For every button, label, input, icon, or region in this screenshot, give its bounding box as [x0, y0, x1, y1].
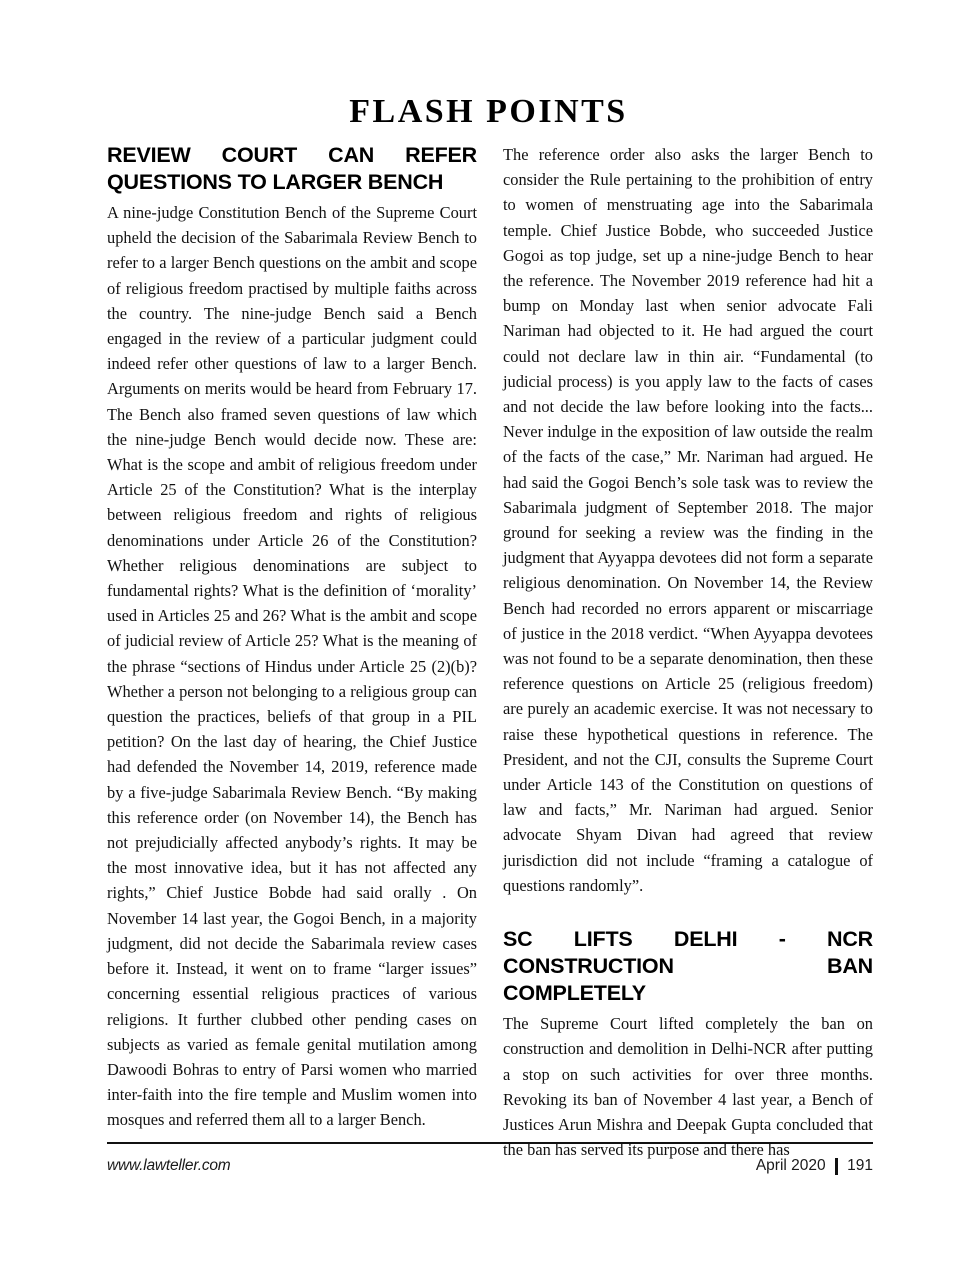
article-paragraph: The reference order also asks the larger Bench to consider the Rule pertaining to the prohibition of entry to women of menstruating age into the Sabarimala temple. Chief Justice Bobde, who succeeded Justice Gogoi as top judge, set up a nine-judge Bench to hear the reference. The November 2019 reference had hit a bump on Monday last when senior advocate Fali Nariman had objected to it. He had argued the court could not declare law in thin air. “Fundamental (to judicial process) is you apply law to the facts of cases and not decide the law before looking into the facts... Never indulge in the exposition of law outside the realm of the facts of the case,” Mr. Nariman had argued. He had said the Gogoi Bench’s sole task was to review the Sabarimala judgment of September 2018. The major ground for seeking a review was the finding in the judgment that Ayyappa devotees did not form a separate religious denomination. On November 14, the Review Bench had recorded no errors apparent or miscarriage of justice in the 2018 verdict. “When Ayyappa devotees was not found to be a separate denomination, then these reference questions on Article 25 (religious freedom) are purely an academic exercise. It was not necessary to raise these hypothetical questions in reference. The President, and not the CJI, consults the Supreme Court under Article 143 of the Constitution on questions of law and facts,” Mr. Nariman had argued. Senior advocate Shyam Divan had agreed that review jurisdiction did not include “framing a catalogue of questions randomly”.: [503, 145, 873, 895]
article-heading-line-1: SC LIFTS DELHI - NCR: [503, 927, 873, 952]
article-heading-sc-lifts-ban: [503, 926, 873, 1007]
article-heading-review-court: [107, 142, 477, 196]
article-heading-line-2: QUESTIONS TO LARGER BENCH: [107, 170, 444, 194]
page-footer: [107, 1153, 873, 1179]
footer-website[interactable]: www.lawteller.com: [107, 1157, 231, 1174]
footer-issue-date: April 2020: [755, 1157, 826, 1174]
article-heading-line-2: CONSTRUCTION BAN COMPLETELY: [503, 954, 873, 1006]
footer-separator-bar: [835, 1158, 839, 1175]
footer-meta: [756, 1157, 873, 1175]
page-title: FLASH POINTS: [349, 93, 628, 130]
column-left: [107, 142, 477, 1132]
article-paragraph: The Supreme Court lifted completely the ban on construction and demolition in Delhi-NCR after putting a stop on such activities for over three months. Revoking its ban of November 4 last year, a Bench of Justices Arun Mishra and Deepak Gupta concluded that the ban has served its purpose and there has: [503, 1014, 873, 1160]
article-columns: [107, 142, 873, 1160]
footer-page-number: 191: [847, 1157, 873, 1174]
footer-divider: [107, 1142, 873, 1144]
article-paragraph: A nine-judge Constitution Bench of the Supreme Court upheld the decision of the Sabarimala Review Bench to refer to a larger Bench questions on the ambit and scope of religious freedom practised by multiple faiths across the country. The nine-judge Bench said a Bench engaged in the review of a particular judgment could indeed refer other questions of law to a larger Bench. Arguments on merits would be heard from February 17. The Bench also framed seven questions of law which the nine-judge Bench would decide now. These are: What is the scope and ambit of religious freedom under Article 25 of the Constitution? What is the interplay between religious freedom and rights of religious denominations under Article 26 of the Constitution? Whether religious denominations are subject to fundamental rights? What is the definition of ‘morality’ used in Articles 25 and 26? What is the ambit and scope of judicial review of Article 25? What is the meaning of the phrase “sections of Hindus under Article 25 (2)(b)? Whether a person not belonging to a religious group can question the practices, beliefs of that group in a PIL petition? On the last day of hearing, the Chief Justice had defended the November 14, 2019, reference made by a five-judge Sabarimala Review Bench. “By making this reference order (on November 14), the Bench has not prejudicially affected anybody’s rights. It may be the most innovative idea, but it has not affected any rights,” Chief Justice Bobde had said orally . On November 14 last year, the Gogoi Bench, in a majority judgment, did not decide the Sabarimala review cases before it. Instead, it went on to frame “larger issues” concerning essential religious practices of various religions. It further clubbed other pending cases on subjects as varied as female genital mutilation among Dawoodi Bohras to entry of Parsi women who married inter-faith into the fire temple and Muslim women into mosques and referred them all to a larger Bench.: [107, 203, 477, 1130]
masthead: [0, 95, 977, 129]
column-right: [503, 142, 873, 1160]
article-heading-line-1: REVIEW COURT CAN REFER: [107, 143, 477, 167]
